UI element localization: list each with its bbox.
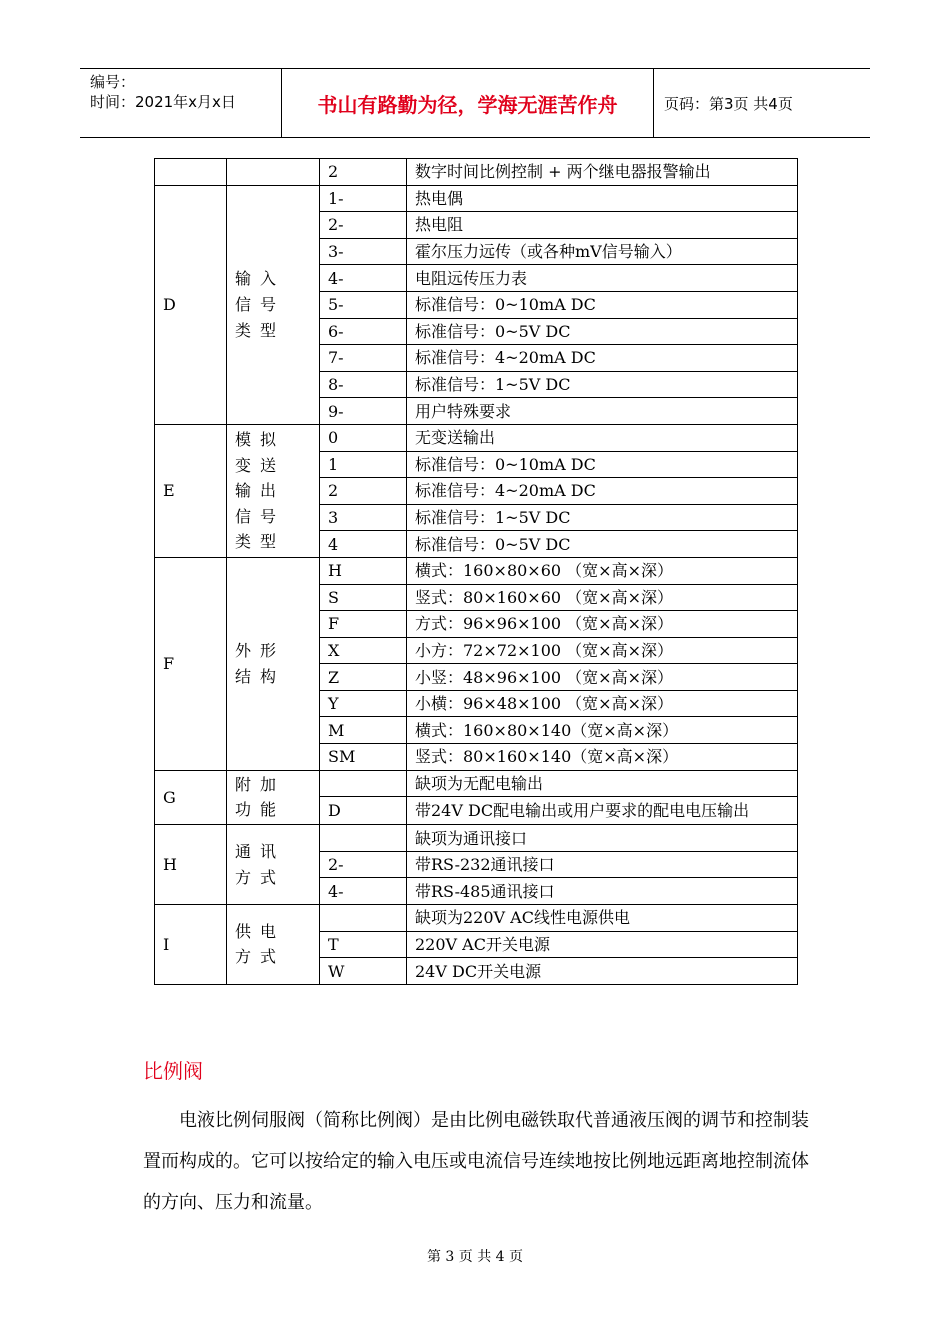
header-meta — [80, 69, 282, 137]
option-description-cell: 热电偶 — [407, 185, 798, 212]
option-code-cell: 1 — [320, 451, 407, 478]
page-header — [80, 68, 870, 138]
group-letter-cell: I — [155, 905, 227, 985]
group-name-line: 信号 — [235, 506, 286, 526]
group-letter-cell: G — [155, 770, 227, 825]
option-description-cell: 标准信号：0~5V DC — [407, 531, 798, 558]
option-code-cell: 4- — [320, 265, 407, 292]
option-code-cell: X — [320, 637, 407, 664]
option-description-cell: 方式：96×96×100 （宽×高×深） — [407, 611, 798, 638]
table-row — [155, 905, 798, 932]
option-description-cell: 标准信号：0~10mA DC — [407, 291, 798, 318]
option-code-cell: 6- — [320, 318, 407, 345]
spec-table — [154, 158, 798, 985]
option-code-cell — [320, 825, 407, 852]
option-description-cell: 横式：160×80×140（宽×高×深） — [407, 717, 798, 744]
option-description-cell: 带RS-232通讯接口 — [407, 851, 798, 878]
option-code-cell: M — [320, 717, 407, 744]
group-name-cell — [227, 424, 320, 557]
option-description-cell: 电阻远传压力表 — [407, 265, 798, 292]
table-row — [155, 770, 798, 797]
section-title: 比例阀 — [143, 1059, 203, 1083]
group-name-line: 附加 — [235, 774, 286, 794]
option-description-cell: 缺项为通讯接口 — [407, 825, 798, 852]
option-description-cell: 标准信号：0~5V DC — [407, 318, 798, 345]
option-description-cell: 竖式：80×160×140（宽×高×深） — [407, 744, 798, 771]
option-code-cell: SM — [320, 744, 407, 771]
group-letter-cell: H — [155, 825, 227, 905]
group-letter-cell: E — [155, 424, 227, 557]
option-description-cell: 小竖：48×96×100 （宽×高×深） — [407, 664, 798, 691]
group-name — [235, 839, 291, 890]
option-description-cell: 标准信号：1~5V DC — [407, 371, 798, 398]
option-description-cell: 带24V DC配电输出或用户要求的配电电压输出 — [407, 797, 798, 825]
group-name-line: 结构 — [235, 666, 286, 686]
option-code-cell: S — [320, 584, 407, 611]
option-code-cell: 8- — [320, 371, 407, 398]
option-code-cell: 2 — [320, 478, 407, 505]
group-name-line: 模拟 — [235, 429, 286, 449]
option-code-cell: 7- — [320, 345, 407, 372]
table-row — [155, 424, 798, 451]
group-name-cell — [227, 825, 320, 905]
header-page-label: 页码：第3页 共4页 — [664, 94, 793, 113]
group-name-line: 信号 — [235, 294, 286, 314]
option-code-cell: 4- — [320, 878, 407, 905]
option-description-cell: 220V AC开关电源 — [407, 931, 798, 958]
document-date-label: 时间：2021年x月x日 — [90, 93, 236, 111]
group-name-line: 外形 — [235, 641, 286, 661]
option-code-cell: 5- — [320, 291, 407, 318]
option-description-cell: 标准信号：0~10mA DC — [407, 451, 798, 478]
group-letter-cell — [155, 159, 227, 186]
option-description-cell: 霍尔压力远传（或各种mV信号输入） — [407, 238, 798, 265]
group-name — [235, 638, 291, 689]
option-code-cell: 2- — [320, 851, 407, 878]
option-code-cell: 2 — [320, 159, 407, 186]
section-paragraph: 电液比例伺服阀（简称比例阀）是由比例电磁铁取代普通液压阀的调节和控制装置而构成的。它可以按给定的输入电压或电流信号连续地按比例地远距离地控制流体的方向、压力和流量。 — [143, 1110, 809, 1213]
option-description-cell: 竖式：80×160×60 （宽×高×深） — [407, 584, 798, 611]
option-code-cell: D — [320, 797, 407, 825]
group-name — [235, 772, 291, 823]
group-name-cell — [227, 557, 320, 770]
option-code-cell — [320, 905, 407, 932]
group-name-cell — [227, 159, 320, 186]
option-description-cell: 横式：160×80×60 （宽×高×深） — [407, 557, 798, 584]
option-description-cell: 标准信号：4~20mA DC — [407, 478, 798, 505]
option-code-cell: H — [320, 557, 407, 584]
group-name-line: 变送 — [235, 455, 286, 475]
group-name-line: 方式 — [235, 867, 286, 887]
group-name-cell — [227, 905, 320, 985]
option-description-cell: 热电阻 — [407, 212, 798, 239]
group-name-line: 输出 — [235, 481, 286, 501]
table-row — [155, 185, 798, 212]
group-name-line: 输入 — [235, 269, 286, 289]
group-name-line: 类型 — [235, 320, 286, 340]
group-name — [235, 919, 291, 970]
table-row — [155, 159, 798, 186]
option-code-cell: 3 — [320, 504, 407, 531]
header-motto: 书山有路勤为径，学海无涯苦作舟 — [282, 69, 654, 137]
option-description-cell: 标准信号：4~20mA DC — [407, 345, 798, 372]
option-code-cell: T — [320, 931, 407, 958]
option-description-cell: 小横：96×48×100 （宽×高×深） — [407, 690, 798, 717]
option-code-cell: 2- — [320, 212, 407, 239]
option-description-cell: 数字时间比例控制 + 两个继电器报警输出 — [407, 159, 798, 186]
group-name-line: 通讯 — [235, 842, 286, 862]
option-description-cell: 24V DC开关电源 — [407, 958, 798, 985]
group-name — [235, 427, 291, 555]
option-code-cell: Z — [320, 664, 407, 691]
option-description-cell: 无变送输出 — [407, 424, 798, 451]
group-letter-cell: D — [155, 185, 227, 424]
page-footer: 第 3 页 共 4 页 — [426, 1249, 524, 1265]
option-code-cell — [320, 770, 407, 797]
group-letter-cell: F — [155, 557, 227, 770]
group-name-line: 方式 — [235, 947, 286, 967]
option-code-cell: W — [320, 958, 407, 985]
option-code-cell: Y — [320, 690, 407, 717]
group-name-line: 功能 — [235, 800, 286, 820]
option-code-cell: 1- — [320, 185, 407, 212]
option-description-cell: 小方：72×72×100 （宽×高×深） — [407, 637, 798, 664]
option-code-cell: 9- — [320, 398, 407, 425]
group-name — [235, 266, 291, 343]
document-number-label: 编号： — [90, 73, 136, 91]
option-code-cell: 0 — [320, 424, 407, 451]
option-description-cell: 带RS-485通讯接口 — [407, 878, 798, 905]
option-code-cell: F — [320, 611, 407, 638]
group-name-line: 供电 — [235, 921, 286, 941]
group-name-cell — [227, 770, 320, 825]
option-description-cell: 缺项为220V AC线性电源供电 — [407, 905, 798, 932]
option-description-cell: 用户特殊要求 — [407, 398, 798, 425]
table-row — [155, 825, 798, 852]
table-row — [155, 557, 798, 584]
option-description-cell: 缺项为无配电输出 — [407, 770, 798, 797]
option-code-cell: 4 — [320, 531, 407, 558]
group-name-cell — [227, 185, 320, 424]
group-name-line: 类型 — [235, 532, 286, 552]
option-code-cell: 3- — [320, 238, 407, 265]
option-description-cell: 标准信号：1~5V DC — [407, 504, 798, 531]
